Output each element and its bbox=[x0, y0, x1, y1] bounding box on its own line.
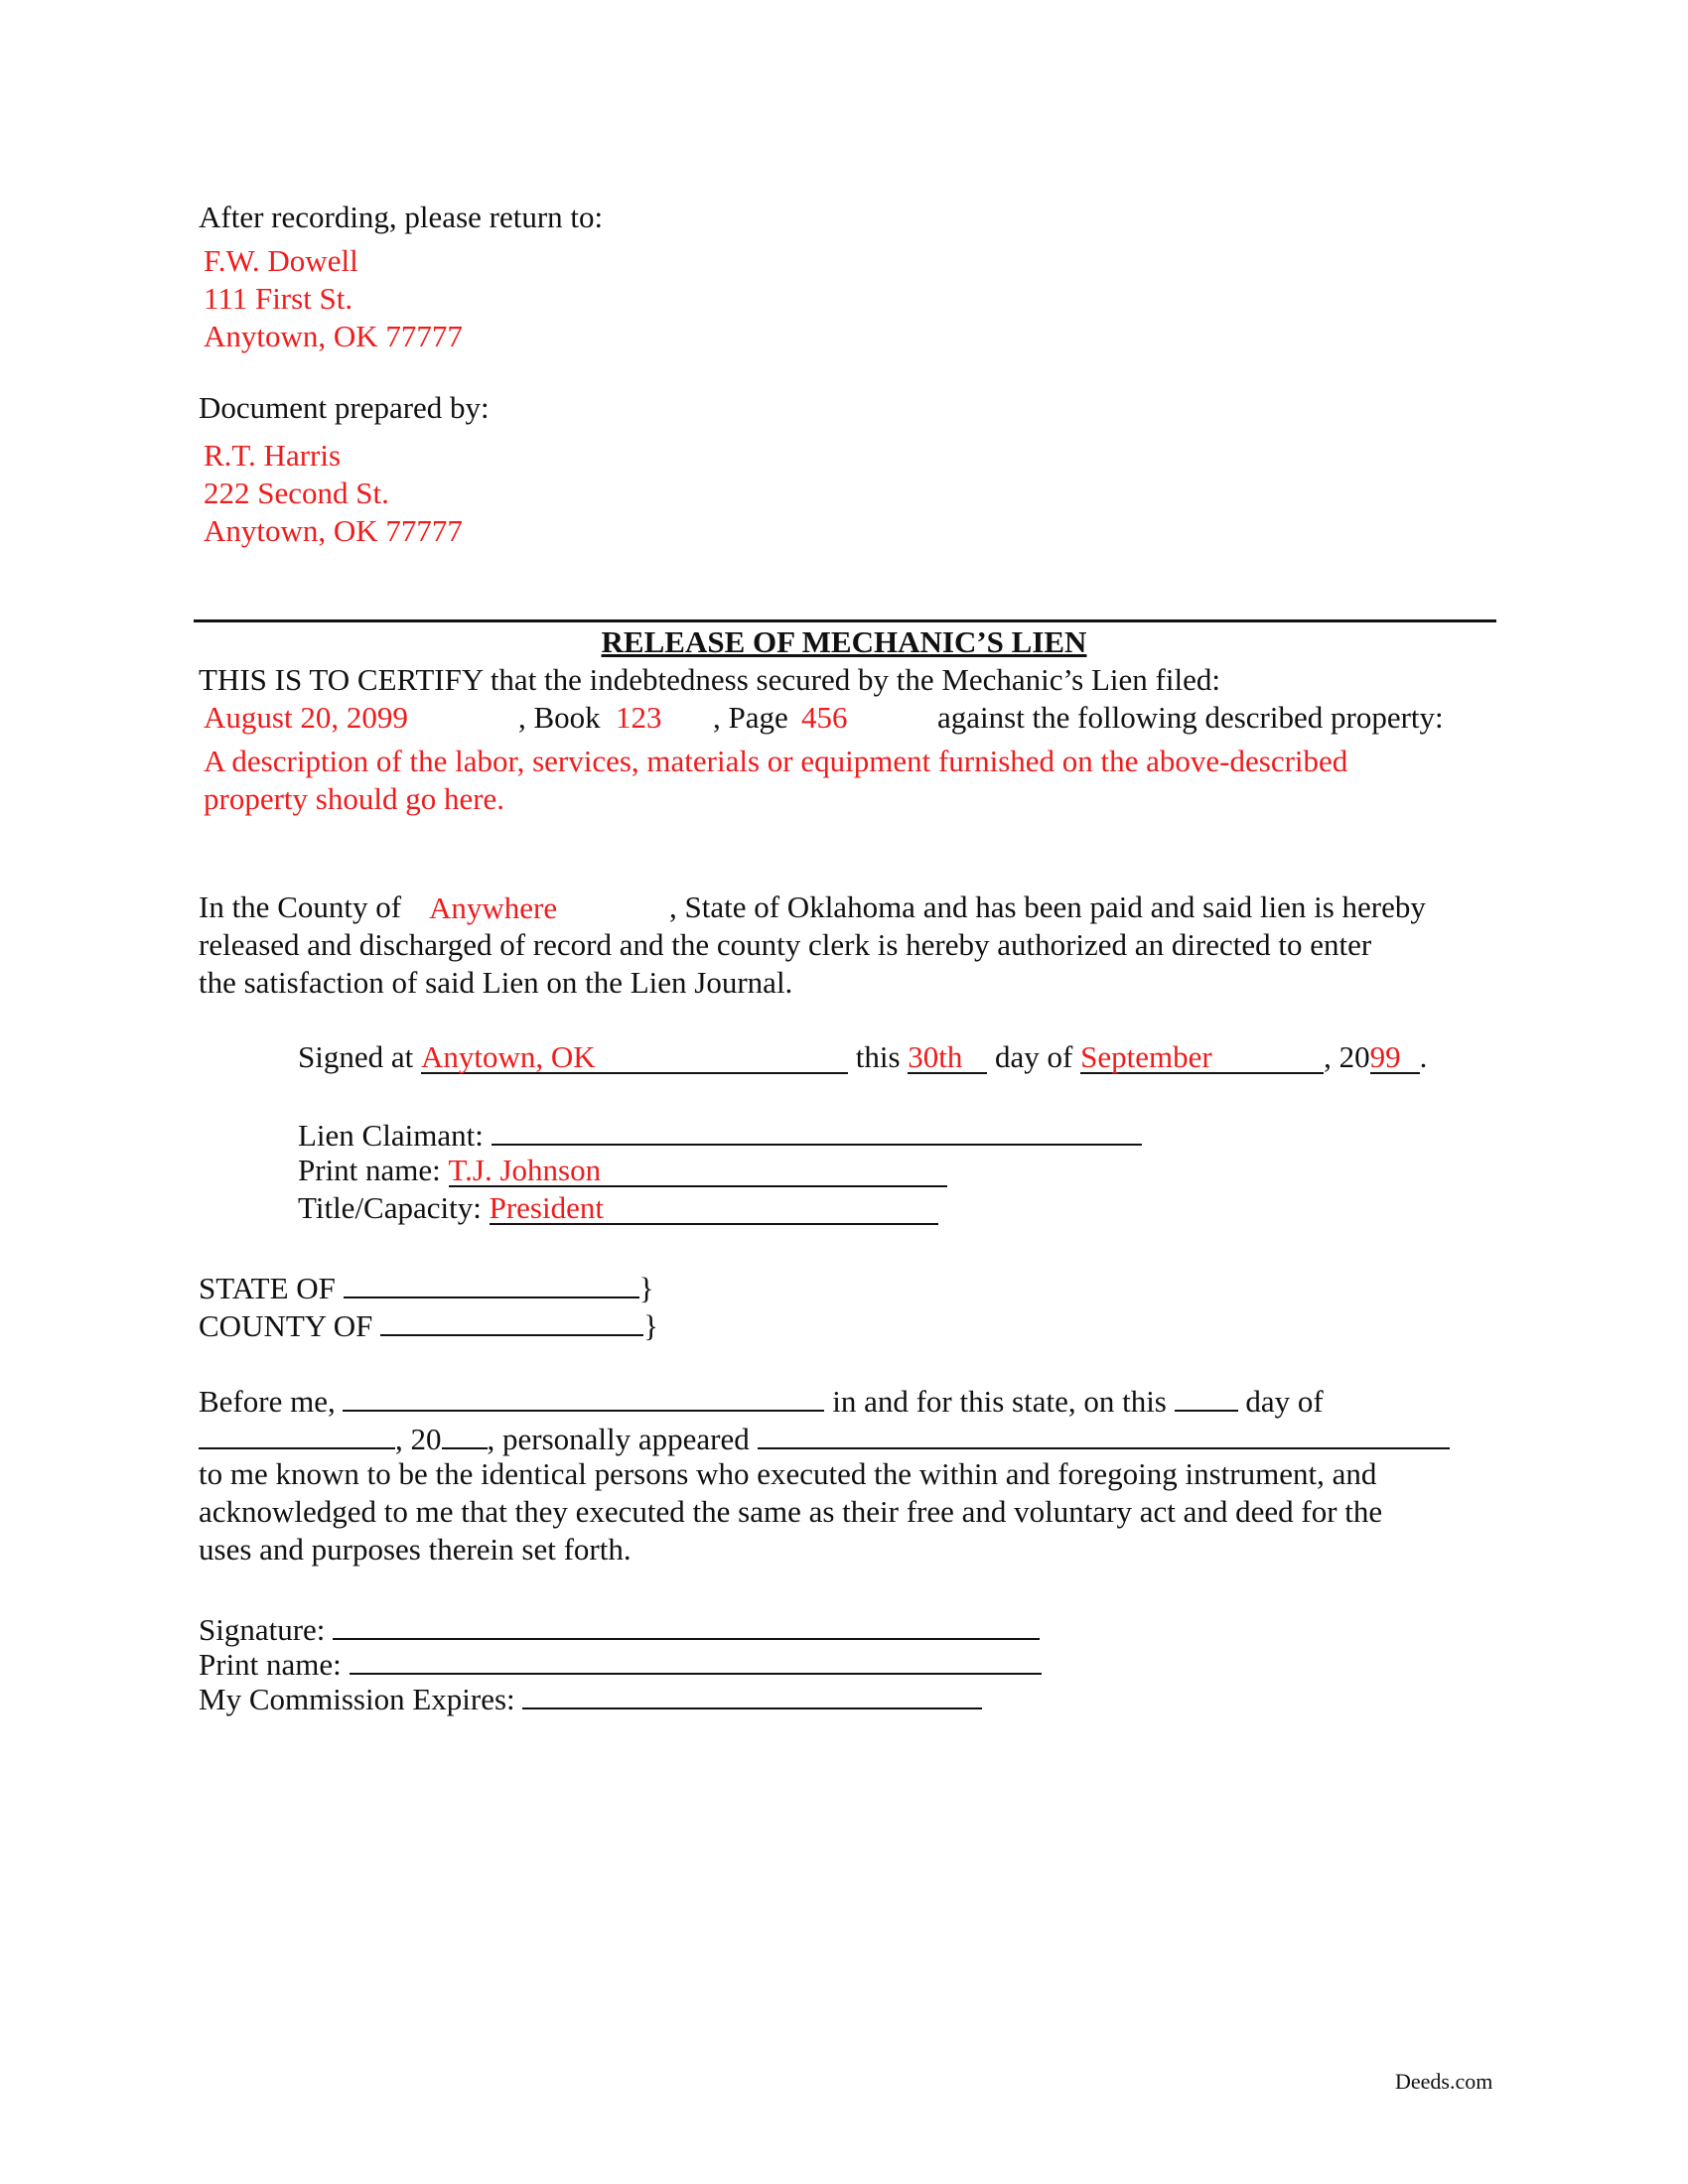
notary-day-of: day of bbox=[1245, 1384, 1324, 1419]
notary-signature-label: Signature: bbox=[199, 1612, 326, 1647]
signed-period: . bbox=[1419, 1039, 1428, 1074]
signed-day-field[interactable]: 30th bbox=[908, 1042, 987, 1074]
notary-year-prefix: , 20 bbox=[395, 1422, 442, 1456]
notary-signature-field[interactable] bbox=[333, 1608, 1040, 1640]
claimant-title-label: Title/Capacity: bbox=[298, 1190, 482, 1225]
in-and-for-text: in and for this state, on this bbox=[832, 1384, 1167, 1419]
county-suffix: , State of Oklahoma and has been paid and said lien is hereby bbox=[669, 889, 1426, 924]
appeared-person-field[interactable] bbox=[758, 1418, 1450, 1449]
book-number: 123 bbox=[616, 700, 662, 735]
prepared-by-city: Anytown, OK 77777 bbox=[204, 513, 463, 548]
county-line-2: released and discharged of record and the county clerk is hereby authorized an directed to enter bbox=[199, 927, 1372, 962]
property-description: A description of the labor, services, materials or equipment furnished on the above-described property should go here. bbox=[204, 744, 1348, 816]
county-brace: } bbox=[643, 1308, 659, 1343]
county-value: Anywhere bbox=[429, 890, 558, 925]
county-of-field[interactable] bbox=[380, 1304, 643, 1336]
county-of-row bbox=[199, 1304, 658, 1345]
claimant-print-name-field[interactable]: T.J. Johnson bbox=[449, 1156, 947, 1187]
footer-brand: Deeds.com bbox=[1395, 2069, 1493, 2094]
lien-filed-date: August 20, 2099 bbox=[204, 700, 408, 735]
county-prefix: In the County of bbox=[199, 889, 402, 924]
personally-appeared-text: , personally appeared bbox=[487, 1422, 750, 1456]
book-label: , Book bbox=[518, 700, 601, 735]
commission-row bbox=[199, 1678, 982, 1718]
header-divider bbox=[194, 619, 1496, 622]
commission-field[interactable] bbox=[522, 1678, 982, 1709]
claimant-print-name-row bbox=[298, 1152, 947, 1189]
return-to-label: After recording, please return to: bbox=[199, 200, 604, 234]
notary-line-2 bbox=[199, 1418, 1450, 1458]
signed-place-field[interactable]: Anytown, OK bbox=[421, 1042, 848, 1074]
prepared-by-label: Document prepared by: bbox=[199, 390, 490, 425]
notary-line-1 bbox=[199, 1380, 1324, 1421]
county-of-label: COUNTY OF bbox=[199, 1308, 373, 1343]
commission-label: My Commission Expires: bbox=[199, 1682, 515, 1716]
notary-print-name-label: Print name: bbox=[199, 1647, 342, 1682]
return-to-street: 111 First St. bbox=[204, 281, 353, 316]
signed-year-field[interactable]: 99 bbox=[1370, 1042, 1420, 1074]
return-to-city: Anytown, OK 77777 bbox=[204, 319, 463, 353]
state-of-field[interactable] bbox=[344, 1267, 639, 1298]
claimant-title-field[interactable]: President bbox=[490, 1193, 938, 1225]
prepared-by-street: 222 Second St. bbox=[204, 476, 389, 510]
certify-text: THIS IS TO CERTIFY that the indebtedness secured by the Mechanic’s Lien filed: bbox=[199, 662, 1220, 697]
notary-day-field[interactable] bbox=[1175, 1380, 1238, 1412]
document-title: RELEASE OF MECHANIC’S LIEN bbox=[601, 624, 1087, 659]
lien-claimant-label: Lien Claimant: bbox=[298, 1118, 484, 1153]
page-label: , Page bbox=[713, 700, 788, 735]
prepared-by-name: R.T. Harris bbox=[204, 438, 342, 473]
notary-line-4: acknowledged to me that they executed the same as their free and voluntary act and deed for the bbox=[199, 1494, 1383, 1529]
state-of-row bbox=[199, 1267, 654, 1307]
signed-this: this bbox=[855, 1039, 901, 1074]
state-of-label: STATE OF bbox=[199, 1271, 336, 1305]
before-me-label: Before me, bbox=[199, 1384, 336, 1419]
claimant-print-name-label: Print name: bbox=[298, 1153, 441, 1187]
against-text: against the following described property: bbox=[937, 700, 1444, 735]
page-number: 456 bbox=[801, 700, 848, 735]
claimant-title-row bbox=[298, 1189, 938, 1227]
notary-line-5: uses and purposes therein set forth. bbox=[199, 1532, 632, 1567]
notary-month-field[interactable] bbox=[199, 1418, 395, 1449]
signed-month-field[interactable]: September bbox=[1080, 1042, 1324, 1074]
lien-claimant-row bbox=[298, 1114, 1142, 1155]
signed-year-prefix: , 20 bbox=[1324, 1039, 1370, 1074]
signed-day-of: day of bbox=[995, 1039, 1073, 1074]
notary-name-field[interactable] bbox=[343, 1380, 824, 1412]
state-brace: } bbox=[638, 1271, 654, 1305]
notary-print-name-field[interactable] bbox=[350, 1643, 1042, 1675]
signed-prefix: Signed at bbox=[298, 1039, 414, 1074]
county-line-3: the satisfaction of said Lien on the Lien Journal. bbox=[199, 965, 793, 1000]
notary-line-3: to me known to be the identical persons who executed the within and foregoing instrument, and bbox=[199, 1456, 1377, 1491]
signed-line bbox=[298, 1038, 1427, 1076]
lien-claimant-field[interactable] bbox=[492, 1114, 1142, 1146]
return-to-name: F.W. Dowell bbox=[204, 243, 358, 278]
notary-year-field[interactable] bbox=[442, 1418, 488, 1449]
